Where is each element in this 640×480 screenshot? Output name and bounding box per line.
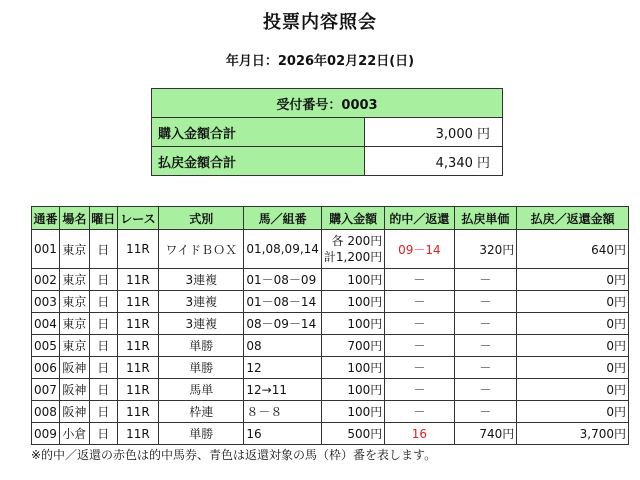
cell-venue: 阪神 — [59, 401, 89, 423]
cell-amount: 500円 — [321, 423, 384, 445]
payout-total-label: 払戻金額合計 — [152, 147, 365, 176]
summary-table — [151, 88, 503, 176]
col-header-amount: 購入金額 — [321, 207, 384, 230]
cell-race: 11R — [117, 335, 159, 357]
table-row — [32, 357, 629, 379]
cell-combo: 08－09－14 — [244, 313, 322, 335]
cell-hit: 09－14 — [385, 230, 454, 269]
cell-type: 3連複 — [159, 291, 244, 313]
cell-hit: － — [385, 269, 454, 291]
cell-payout: 0円 — [517, 313, 629, 335]
receipt-number: 0003 — [341, 97, 378, 113]
col-header-hit: 的中／返還 — [385, 207, 454, 230]
cell-unit: － — [454, 291, 517, 313]
cell-combo: 01,08,09,14 — [244, 230, 322, 269]
col-header-venue: 場名 — [59, 207, 89, 230]
cell-day: 日 — [89, 379, 117, 401]
receipt-row — [152, 89, 503, 118]
cell-no: 005 — [32, 335, 60, 357]
cell-no: 002 — [32, 269, 60, 291]
cell-payout: 0円 — [517, 291, 629, 313]
cell-amount: 100円 — [321, 313, 384, 335]
cell-combo: 08 — [244, 335, 322, 357]
cell-venue: 東京 — [59, 291, 89, 313]
cell-amount: 100円 — [321, 357, 384, 379]
cell-hit: － — [385, 357, 454, 379]
cell-race: 11R — [117, 291, 159, 313]
cell-type: ワイドＢＯＸ — [159, 230, 244, 269]
cell-hit: 16 — [385, 423, 454, 445]
receipt-cell — [152, 89, 503, 118]
cell-day: 日 — [89, 335, 117, 357]
cell-unit: － — [454, 313, 517, 335]
cell-venue: 阪神 — [59, 357, 89, 379]
cell-amount: 100円 — [321, 401, 384, 423]
payout-total-row — [152, 147, 503, 176]
cell-amount — [321, 230, 384, 269]
cell-venue: 東京 — [59, 230, 89, 269]
cell-combo: 01－08－14 — [244, 291, 322, 313]
cell-race: 11R — [117, 357, 159, 379]
payout-total-value: 4,340 円 — [365, 147, 503, 176]
cell-unit: － — [454, 335, 517, 357]
cell-day: 日 — [89, 313, 117, 335]
cell-venue: 阪神 — [59, 379, 89, 401]
cell-type: 3連複 — [159, 269, 244, 291]
cell-hit: － — [385, 401, 454, 423]
cell-venue: 東京 — [59, 313, 89, 335]
table-row — [32, 335, 629, 357]
cell-combo: ８－８ — [244, 401, 322, 423]
col-header-unit: 払戻単価 — [454, 207, 517, 230]
cell-race: 11R — [117, 269, 159, 291]
cell-payout: 0円 — [517, 401, 629, 423]
bet-table — [31, 206, 629, 445]
cell-type: 枠連 — [159, 401, 244, 423]
cell-unit: － — [454, 357, 517, 379]
cell-venue: 東京 — [59, 335, 89, 357]
cell-race: 11R — [117, 230, 159, 269]
cell-day: 日 — [89, 269, 117, 291]
cell-payout: 640円 — [517, 230, 629, 269]
table-row — [32, 269, 629, 291]
cell-day: 日 — [89, 291, 117, 313]
cell-unit: 740円 — [454, 423, 517, 445]
cell-combo: 16 — [244, 423, 322, 445]
amount-each: 各 200円 — [331, 234, 383, 248]
col-header-day: 曜日 — [89, 207, 117, 230]
date-value: 2026年02月22日(日) — [277, 54, 415, 69]
cell-no: 006 — [32, 357, 60, 379]
table-row — [32, 291, 629, 313]
cell-no: 009 — [32, 423, 60, 445]
cell-amount: 100円 — [321, 269, 384, 291]
cell-type: 3連複 — [159, 313, 244, 335]
cell-no: 007 — [32, 379, 60, 401]
cell-amount: 100円 — [321, 291, 384, 313]
purchase-total-row — [152, 118, 503, 147]
cell-type: 単勝 — [159, 423, 244, 445]
purchase-total-label: 購入金額合計 — [152, 118, 365, 147]
cell-day: 日 — [89, 230, 117, 269]
cell-race: 11R — [117, 313, 159, 335]
cell-unit: 320円 — [454, 230, 517, 269]
cell-day: 日 — [89, 357, 117, 379]
cell-combo: 12→11 — [244, 379, 322, 401]
receipt-label: 受付番号： — [276, 97, 342, 113]
table-row — [32, 401, 629, 423]
date-label: 年月日： — [225, 54, 278, 69]
cell-unit: － — [454, 401, 517, 423]
cell-race: 11R — [117, 401, 159, 423]
table-header-row — [32, 207, 629, 230]
amount-total: 計1,200円 — [323, 250, 383, 264]
cell-hit: － — [385, 313, 454, 335]
cell-combo: 01－08－09 — [244, 269, 322, 291]
cell-payout: 0円 — [517, 335, 629, 357]
col-header-type: 式別 — [159, 207, 244, 230]
cell-unit: － — [454, 379, 517, 401]
cell-amount: 100円 — [321, 379, 384, 401]
cell-payout: 0円 — [517, 269, 629, 291]
cell-type: 単勝 — [159, 357, 244, 379]
cell-amount: 700円 — [321, 335, 384, 357]
date-line — [0, 50, 640, 69]
footnote: ※的中／返還の赤色は的中馬券、青色は返還対象の馬（枠）番を表します。 — [31, 448, 437, 462]
cell-day: 日 — [89, 423, 117, 445]
cell-hit: － — [385, 291, 454, 313]
table-row — [32, 230, 629, 269]
cell-payout: 0円 — [517, 379, 629, 401]
cell-type: 馬単 — [159, 379, 244, 401]
cell-day: 日 — [89, 401, 117, 423]
table-row — [32, 423, 629, 445]
cell-no: 004 — [32, 313, 60, 335]
col-header-combo: 馬／組番 — [244, 207, 322, 230]
table-row — [32, 313, 629, 335]
col-header-payout: 払戻／返還金額 — [517, 207, 629, 230]
cell-no: 003 — [32, 291, 60, 313]
table-row — [32, 379, 629, 401]
cell-unit: － — [454, 269, 517, 291]
col-header-race: レース — [117, 207, 159, 230]
cell-race: 11R — [117, 423, 159, 445]
cell-no: 008 — [32, 401, 60, 423]
purchase-total-value: 3,000 円 — [365, 118, 503, 147]
cell-no: 001 — [32, 230, 60, 269]
cell-race: 11R — [117, 379, 159, 401]
bet-table-body — [32, 230, 629, 445]
cell-hit: － — [385, 379, 454, 401]
cell-type: 単勝 — [159, 335, 244, 357]
col-header-no: 通番 — [32, 207, 60, 230]
page-title: 投票内容照会 — [263, 12, 377, 33]
cell-payout: 0円 — [517, 357, 629, 379]
cell-combo: 12 — [244, 357, 322, 379]
cell-venue: 東京 — [59, 269, 89, 291]
cell-venue: 小倉 — [59, 423, 89, 445]
cell-hit: － — [385, 335, 454, 357]
cell-payout: 3,700円 — [517, 423, 629, 445]
